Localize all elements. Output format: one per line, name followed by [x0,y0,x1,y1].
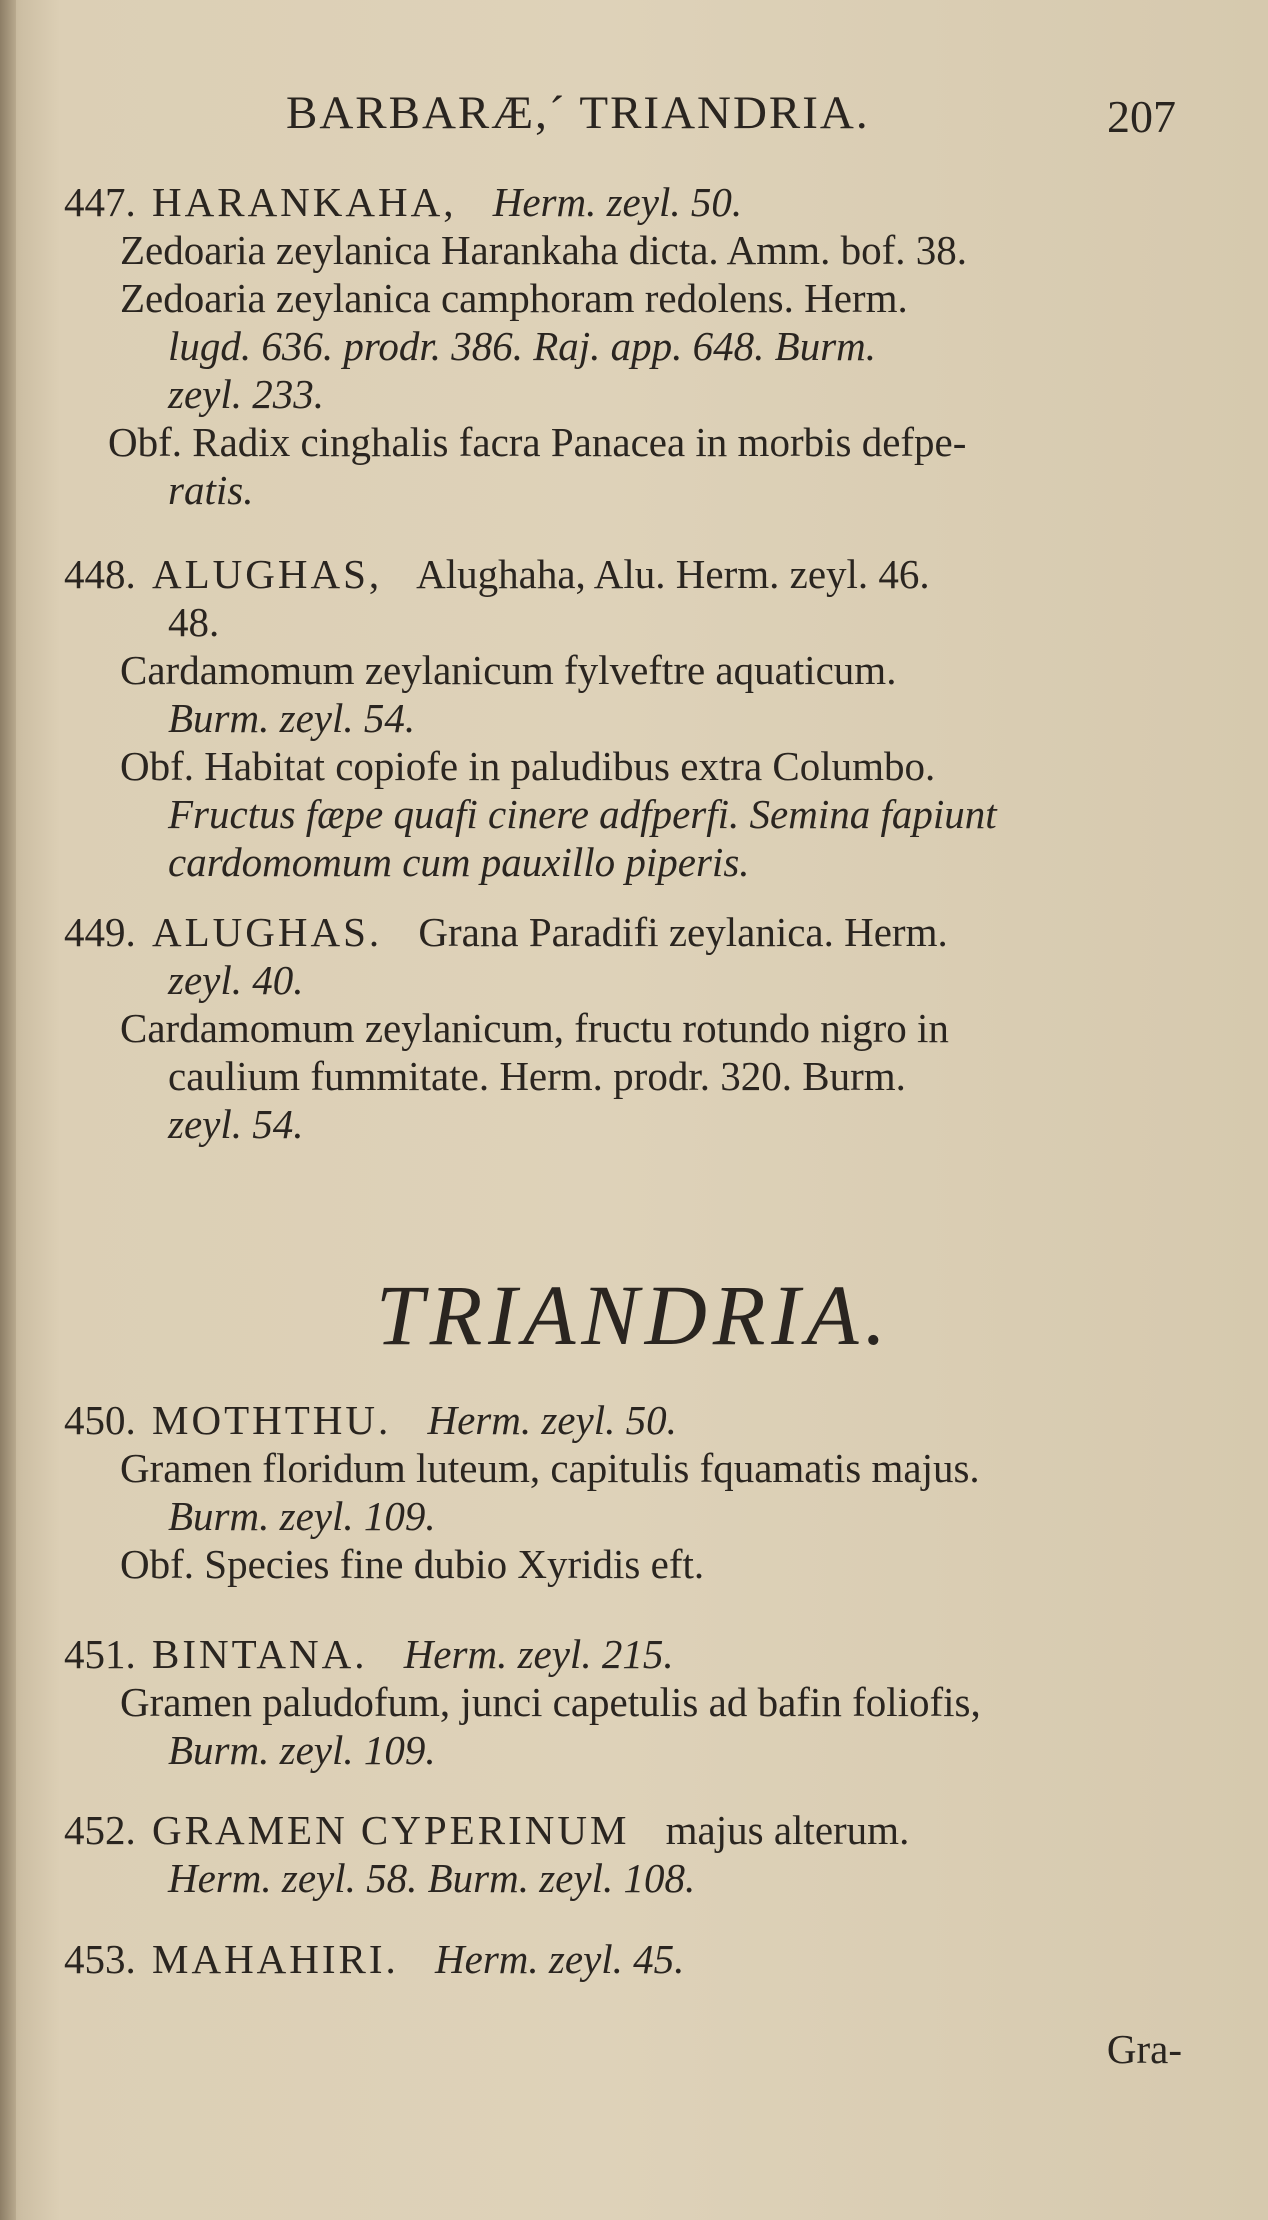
entry-number: 448. [64,551,136,597]
entry-line: cardomomum cum pauxillo piperis. [168,839,750,885]
entry-line: Burm. zeyl. 109. [168,1493,436,1539]
entry-line: zeyl. 54. [168,1101,304,1147]
entry-line: Zedoaria zeylanica Harankaha dicta. Amm. bof. 38. [120,227,967,273]
entry-number: 447. [64,179,136,225]
entry-line: zeyl. 233. [168,371,324,417]
entry-number: 453. [64,1936,136,1982]
entry-line: Cardamomum zeylanicum, fructu rotundo nigro in [120,1005,949,1051]
entry-line: Burm. zeyl. 54. [168,695,416,741]
entry-reference: Grana Paradifi zeylanica. Herm. [418,909,948,955]
entry-450 [64,1396,1184,1588]
entry-449 [64,908,1184,1148]
entry-line: zeyl. 40. [168,957,304,1003]
entry-reference: Alughaha, Alu. Herm. zeyl. 46. [416,551,930,597]
entry-reference: Herm. zeyl. 45. [435,1936,685,1982]
entry-name: BINTANA. [152,1631,368,1677]
entry-line: lugd. 636. prodr. 386. Raj. app. 648. Burm. [168,323,877,369]
entry-number: 451. [64,1631,136,1677]
entry-448 [64,550,1184,886]
entry-line: ratis. [168,467,254,513]
entry-observation: Obf. Habitat copiofe in paludibus extra Columbo. [120,743,936,789]
entry-452 [64,1806,1184,1902]
entry-number: 449. [64,909,136,955]
entry-observation: Obf. Species fine dubio Xyridis eft. [120,1541,705,1587]
entry-name: ALUGHAS, [152,551,383,597]
entry-reference: Herm. zeyl. 215. [403,1631,674,1677]
entry-453 [64,1935,1184,1983]
entry-line: caulium fummitate. Herm. prodr. 320. Burm. [168,1053,906,1099]
entry-name: MAHAHIRI. [152,1936,399,1982]
entry-name: GRAMEN CYPERINUM [152,1807,630,1853]
entry-line: Gramen paludofum, junci capetulis ad bafin foliofis, [120,1679,981,1725]
entry-line: Zedoaria zeylanica camphoram redolens. Herm. [120,275,908,321]
page-gutter [0,0,16,2220]
entry-name: HARANKAHA, [152,179,457,225]
entry-447 [64,178,1184,514]
entry-name: MOTHTHU. [152,1397,392,1443]
entry-451 [64,1630,1184,1774]
entry-reference: majus alterum. [665,1807,910,1853]
catchword: Gra- [1106,2026,1182,2072]
entry-line: 48. [168,599,220,645]
entry-line: Gramen floridum luteum, capitulis fquamatis majus. [120,1445,980,1491]
entry-line: Burm. zeyl. 109. [168,1727,436,1773]
entry-line: Cardamomum zeylanicum fylveftre aquaticum. [120,647,897,693]
entry-observation: Obf. Radix cinghalis facra Panacea in morbis defpe- [108,419,967,465]
section-heading: TRIANDRIA. [375,1267,893,1363]
entry-reference: Herm. zeyl. 50. [492,179,743,225]
entry-number: 450. [64,1397,136,1443]
entry-name: ALUGHAS. [152,909,383,955]
entry-number: 452. [64,1807,136,1853]
entry-reference: Herm. zeyl. 50. [427,1397,677,1443]
running-head: BARBARÆ,´ TRIANDRIA. [286,87,870,139]
entry-line: Herm. zeyl. 58. Burm. zeyl. 108. [168,1855,696,1901]
page-header [286,86,1206,146]
page-number: 207 [1107,91,1176,142]
entry-line: Fructus fæpe quafi cinere adfperfi. Semina fapiunt [168,791,997,837]
